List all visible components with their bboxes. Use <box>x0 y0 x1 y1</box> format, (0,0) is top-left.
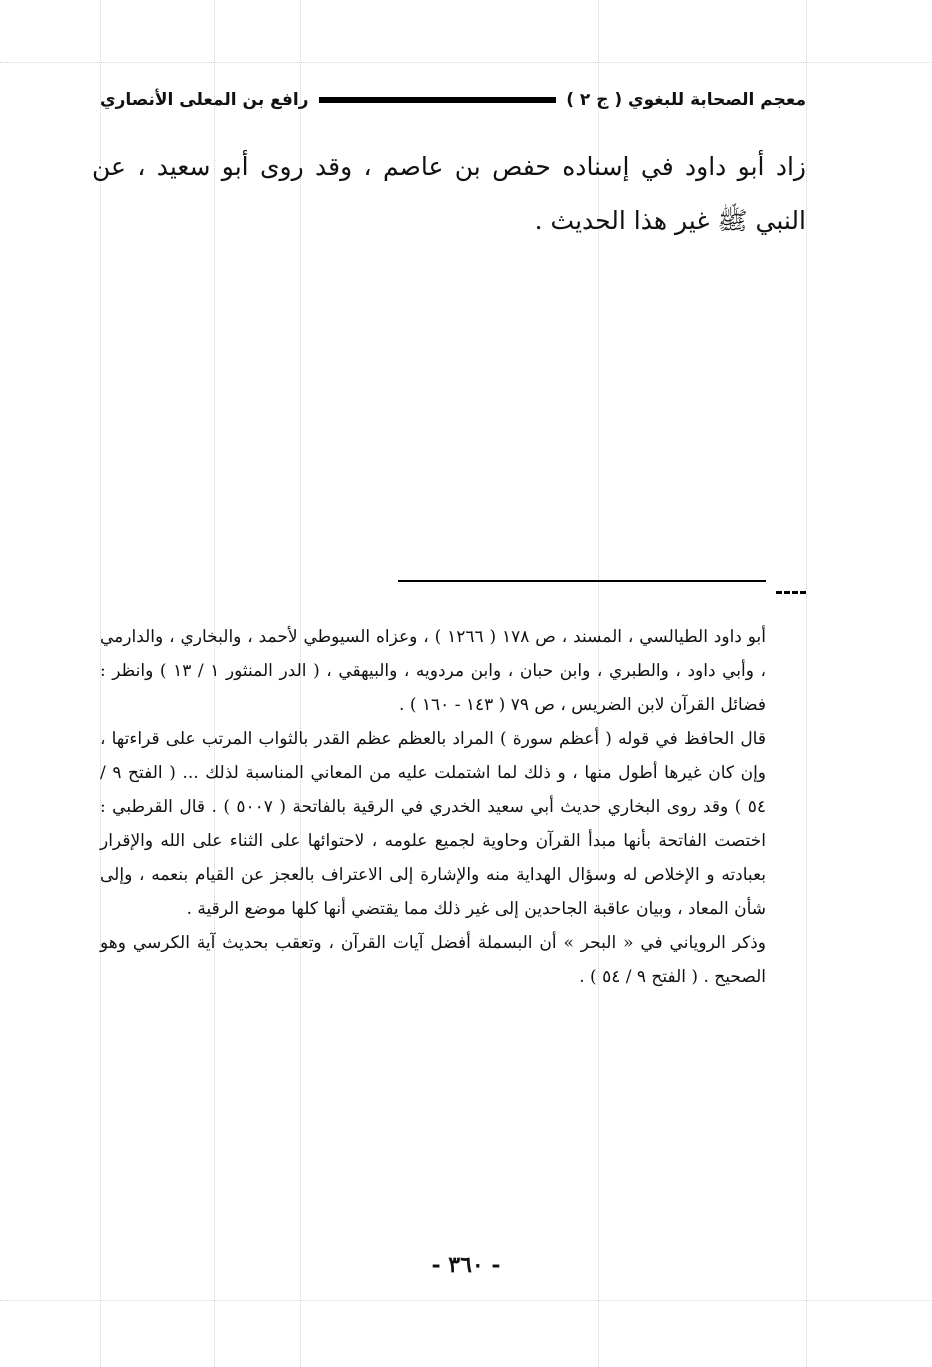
body-paragraph: زاد أبو داود في إسناده حفص بن عاصم ، وقد روى أبو سعيد ، عن النبي ﷺ غير هذا الحديث . <box>92 152 806 235</box>
footnotes <box>100 620 766 994</box>
scan-grid-line <box>0 1300 932 1301</box>
footnote-2: قال الحافظ في قوله ( أعظم سورة ) المراد بالعظم عظم القدر بالثواب المرتب على قراءتها ، وإن كان غيرها أطول منها ، و ذلك لما اشتملت عليه من المعاني المناسبة لذلك ... ( الفتح ٩ / ٥٤ ) وقد روى البخاري حديث أبي سعيد الخدري في الرقية بالفاتحة ( ٥٠٠٧ ) . قال القرطبي : اختصت الفاتحة بأنها مبدأ القرآن وحاوية لجميع علومه ، لاحتوائها على الثناء على الله والإقرار بعبادته و الإخلاص له وسؤال الهداية منه والإشارة إلى الاعتراف بالعجز عن القيام بنعمه ، وإلى شأن المعاد ، وبيان عاقبة الجاحدين إلى غير ذلك مما يقتضي أنها كلها موضع الرقية . <box>100 729 766 919</box>
footnote-3: وذكر الروياني في « البحر » أن البسملة أفضل آيات القرآن ، وتعقب بحديث آية الكرسي وهو الصحيح . ( الفتح ٩ / ٥٤ ) . <box>100 933 766 987</box>
scan-grid-line <box>0 62 932 63</box>
page-number: - ٣٦٠ - <box>431 1252 501 1278</box>
running-header <box>100 84 806 116</box>
footnote-separator <box>398 580 766 582</box>
book-title: معجم الصحابة للبغوي ( ج ٢ ) <box>566 90 806 110</box>
scan-grid-line <box>806 0 807 1367</box>
main-text <box>92 140 806 248</box>
footnote-1: أبو داود الطيالسي ، المسند ، ص ١٧٨ ( ١٢٦٦ ) ، وعزاه السيوطي لأحمد ، والبخاري ، والدارمي ، وأبي داود ، والطبري ، وابن حبان ، وابن مردويه ، والبيهقي ، ( الدر المنثور ١ / ١٣ ) وانظر : فضائل القرآن لابن الضريس ، ص ٧٩ ( ١٤٣ - ١٦٠ ) . <box>100 627 766 715</box>
header-rule <box>319 97 557 103</box>
footnote-separator-mark <box>776 591 806 594</box>
section-title: رافع بن المعلى الأنصاري <box>100 90 309 110</box>
